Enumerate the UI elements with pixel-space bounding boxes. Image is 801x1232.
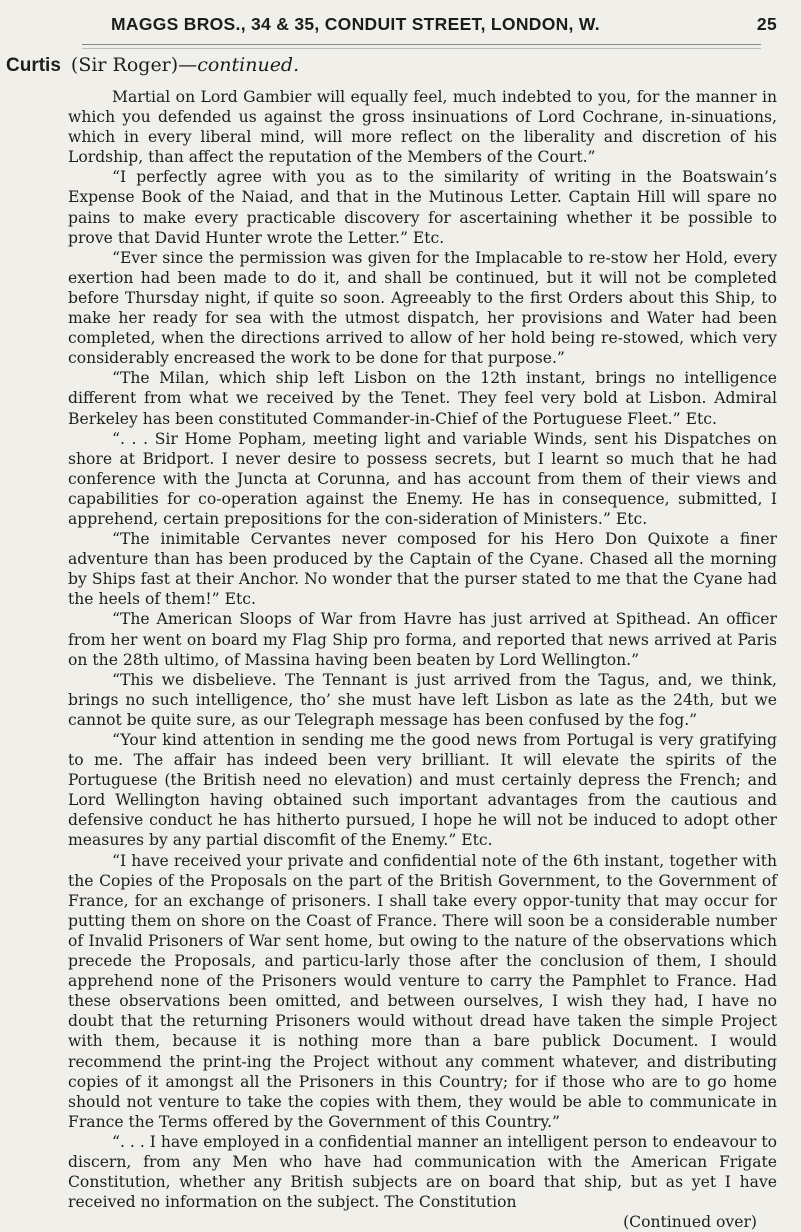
entry-continued-label: —continued. [178,54,300,76]
body-paragraph: “The inimitable Cervantes never composed for his Hero Don Quixote a finer adventure than has been produced by the Captain of the Cyane. Chased all the morning by Ships fast at their Anchor. No wonder that the purser stated to me that the Cyane had the heels of them!” Etc. [68,530,777,609]
entry-name: (Sir Roger) [70,54,179,76]
body-paragraph: “I perfectly agree with you as to the similarity of writing in the Boatswain’s Expense Book of the Naiad, and that in the Mutinous Letter. Captain Hill will spare no pains to make every practicable discovery for ascertaining whether it be possible to prove that David Hunter wrote the Letter.” Etc. [68,168,777,247]
entry-heading [6,54,299,77]
page-number: 25 [756,14,777,34]
header-title: MAGGS BROS., 34 & 35, CONDUIT STREET, LONDON, W. [111,14,600,34]
header-rule-secondary [82,48,761,49]
body-paragraph: “The Milan, which ship left Lisbon on the 12th instant, brings no intelligence different from what we received by the Tenet. They feel very bold at Lisbon. Admiral Berkeley has been constituted Commander-in-Chief of the Portuguese Fleet.” Etc. [68,369,777,428]
body-paragraph: Martial on Lord Gambier will equally feel, much indebted to you, for the manner in which you defended us against the gross insinuations of Lord Cochrane, in-sinuations, which in every liberal mind, will more reflect on the liberality and discretion of his Lordship, than affect the reputation of the Members of the Court.” [68,88,777,167]
body-paragraph: “This we disbelieve. The Tennant is just arrived from the Tagus, and, we think, brings no such intelligence, tho’ she must have left Lisbon as late as the 24th, but we cannot be quite sure, as our Telegraph message has been confused by the fog.” [68,670,777,729]
body-paragraph: “. . . I have employed in a confidential manner an intelligent person to endeavour to discern, from any Men who have had communication with the American Frigate Constitution, whether any British subjects are on board that ship, but as yet I have received no information on the subject. The Constitution [68,1132,777,1212]
header-rule [82,44,761,45]
body-paragraph: “I have received your private and confidential note of the 6th instant, together with the Copies of the Proposals on the part of the British Government, to the Government of France, for an exchange of prisoners. I shall take every oppor-tunity that may occur for putting them on shore on the Coast of France. There will soon be a considerable number of Invalid Prisoners of War sent home, but owing to the nature of the observations which precede the Proposals, and particu-larly those after the conclusion of them, I should apprehend none of the Prisoners would venture to carry the Pamphlet to France. Had these observations been omitted, and between ourselves, I wish they had, I have no doubt that the returning Prisoners would without dread have taken the simple Project with them, because it is nothing more than a bare publick Document. I would recommend the print-ing the Project without any comment whatever, and distributing copies of it amongst all the Prisoners in this Country; for if those who are to go home should not venture to take the copies with them, they would be able to communicate in France the Terms offered by the Government of this Country.” [68,851,777,1131]
entry-body [68,87,777,1232]
running-header [0,14,801,40]
continued-note: (Continued over) [623,1213,757,1232]
entry-keyword: Curtis [6,55,61,76]
body-paragraph: “Your kind attention in sending me the good news from Portugal is very gratifying to me. The affair has indeed been very brilliant. It will elevate the spirits of the Portuguese (the British need no elevation) and must certainly depress the French; and Lord Wellington having obtained such important advantages from the cautious and defensive conduct he has hitherto pursued, I hope he will not be induced to adopt other measures by any partial discomfit of the Enemy.” Etc. [68,731,777,850]
body-paragraph: “The American Sloops of War from Havre has just arrived at Spithead. An officer from her went on board my Flag Ship pro forma, and reported that news arrived at Paris on the 28th ultimo, of Massina having been beaten by Lord Wellington.” [68,610,777,669]
body-paragraph: “Ever since the permission was given for the Implacable to re-stow her Hold, every exertion had been made to do it, and shall be continued, but it will not be completed before Thursday night, if quite so soon. Agreeably to the first Orders about this Ship, to make her ready for sea with the utmost dispatch, her provisions and Water had been completed, when the directions arrived to allow of her hold being re-stowed, which very considerably encreased the work to be done for that purpose.” [68,248,777,368]
body-paragraph: “. . . Sir Home Popham, meeting light and variable Winds, sent his Dispatches on shore at Bridport. I never desire to possess secrets, but I learnt so much that he had conference with the Juncta at Corunna, and has account from them of their views and capabilities for co-operation against the Enemy. He has in consequence, submitted, I apprehend, certain prepositions for the con-sideration of Ministers.” Etc. [68,429,777,528]
